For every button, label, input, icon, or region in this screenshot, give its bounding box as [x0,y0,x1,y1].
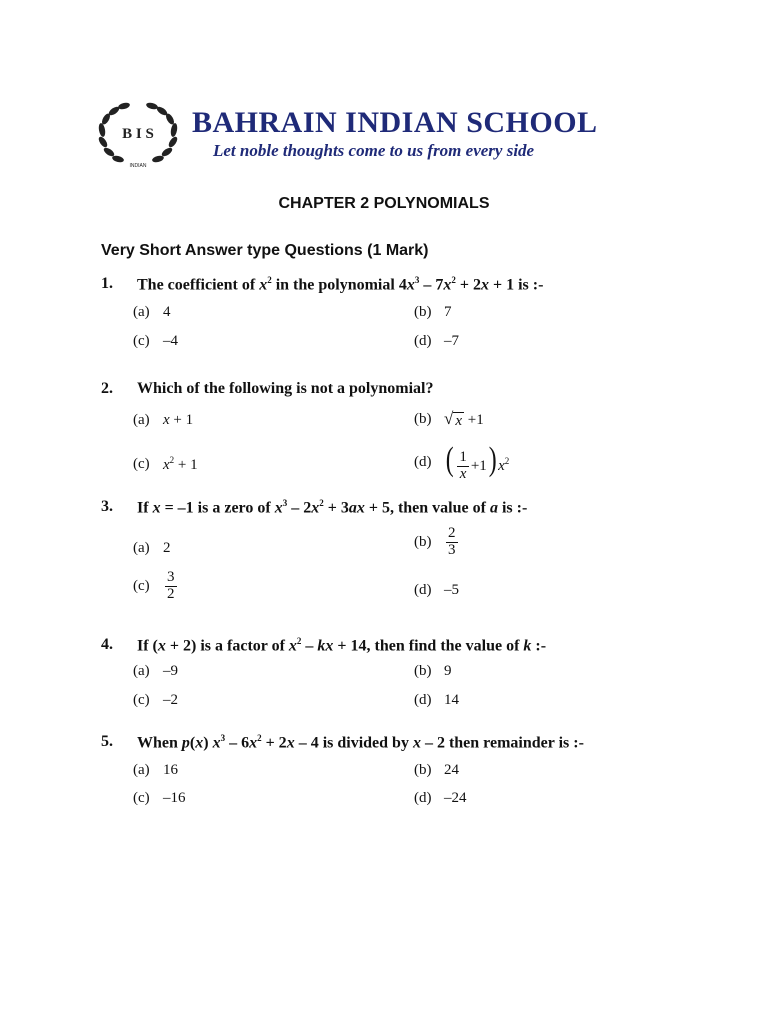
option-label: (c) [133,790,150,806]
option-label: (b) [414,411,432,427]
question-text: When p(x) $x^3 - 6x^2 + 2x - 4$ is divided by x – 2 then remainder is :- [137,733,584,752]
option-value: –2 [163,692,178,708]
option-a [133,762,178,779]
option-value: 24 [444,762,459,778]
option-b [414,526,460,559]
option-c [133,692,178,709]
option-value: x + 1 [163,412,194,428]
question-text: If x = –1 is a zero of $x^3 - 2x^2 + 3ax + 5$, then value of a is :- [137,498,528,517]
option-b [414,409,484,430]
option-value: –4 [163,333,178,349]
option-value: –5 [444,582,459,598]
option-a [133,412,193,429]
question-number: 3. [101,498,113,515]
question-number: 2. [101,380,113,397]
option-label: (a) [133,412,150,428]
option-label: (b) [414,533,432,550]
option-value: 2 [163,540,171,556]
option-value: ( $\frac{1}{x}$ +1) $x^2$ [445,441,510,483]
chapter-title: CHAPTER 2 POLYNOMIALS [278,195,490,212]
option-value: –9 [163,663,178,679]
option-value: –16 [163,790,186,806]
school-motto: Let noble thoughts come to us from every side [213,141,535,160]
option-value: $\frac{2}{3}$ [448,525,456,558]
option-value: 16 [163,762,178,778]
question-text: If (x + 2) is a factor of $x^2$ – kx + 14, then find the value of k :- [137,636,547,655]
option-b [414,762,459,779]
option-a [133,540,171,557]
option-value: –24 [444,790,467,806]
option-b [414,304,452,321]
question-number: 4. [101,636,113,653]
option-label: (b) [414,762,432,778]
option-a [133,304,171,321]
option-d [414,692,459,709]
option-value: 4 [163,304,171,320]
logo-text: B I S [122,126,154,142]
option-d [414,443,509,483]
option-label: (c) [133,333,150,349]
option-label: (a) [133,540,150,556]
option-d [414,333,459,350]
option-label: (b) [414,304,432,320]
school-name: BAHRAIN INDIAN SCHOOL [192,106,598,139]
school-logo [88,100,188,170]
option-value: 7 [444,304,452,320]
section-title: Very Short Answer type Questions (1 Mark) [101,242,429,259]
option-label: (d) [414,454,432,471]
option-b [414,663,452,680]
option-value: $\frac{3}{2}$ [167,569,175,602]
option-label: (a) [133,663,150,679]
option-c [133,455,198,474]
option-label: (d) [414,692,432,708]
question-text: The coefficient of $x^2$ in the polynomial $4x^3 - 7x^2 + 2x + 1$ is :- [137,275,544,294]
option-c [133,570,179,603]
option-c [133,790,186,807]
option-a [133,663,178,680]
option-value: –7 [444,333,459,349]
option-label: (d) [414,582,432,598]
option-label: (a) [133,762,150,778]
option-c [133,333,178,350]
option-value: 14 [444,692,459,708]
question-number: 5. [101,733,113,750]
logo-subtext: INDIAN [129,163,147,169]
option-label: (c) [133,577,150,594]
option-value: √ x +1 [444,409,484,429]
option-d [414,790,467,807]
option-label: (d) [414,333,432,349]
option-label: (d) [414,790,432,806]
option-label: (b) [414,663,432,679]
option-label: (c) [133,456,150,472]
question-text: Which of the following is not a polynomial? [137,380,434,397]
question-number: 1. [101,275,113,292]
option-d [414,582,459,599]
option-label: (a) [133,304,150,320]
option-value: $x^2 + 1$ [163,455,198,473]
option-label: (c) [133,692,150,708]
option-value: 9 [444,663,452,679]
